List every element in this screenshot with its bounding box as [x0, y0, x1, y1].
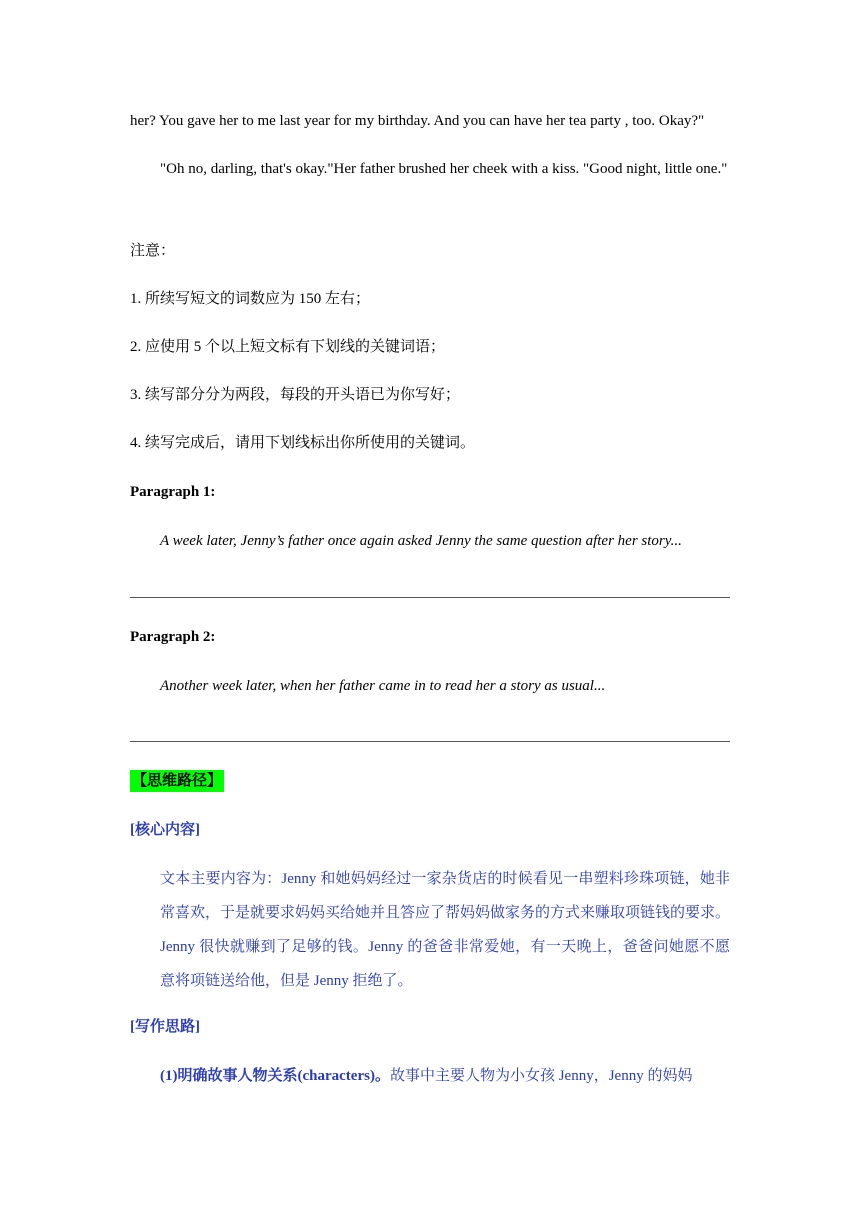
- story-line-continued: her? You gave her to me last year for my birthday. And you can have her tea party , too. Okay?": [130, 113, 705, 129]
- writing-point-1: [130, 1059, 730, 1093]
- writing-approach-heading: [写作思路]: [130, 1019, 200, 1035]
- paragraph2-label: Paragraph 2:: [130, 629, 216, 645]
- paragraph2-opening: Another week later, when her father came in to read her a story as usual...: [160, 678, 606, 694]
- story-line-father: "Oh no, darling, that's okay."Her father brushed her cheek with a kiss. "Good night, little one.": [160, 161, 728, 177]
- note-item-3: 3. 续写部分分为两段，每段的开头语已为你写好；: [130, 387, 461, 403]
- paragraph1-opening: A week later, Jenny’s father once again asked Jenny the same question after her story...: [160, 533, 682, 549]
- analysis-title-row: [130, 764, 730, 798]
- note-item-4: 4. 续写完成后，请用下划线标出你所使用的关键词。: [130, 435, 476, 451]
- writing-point-1-text: 故事中主要人物为小女孩 Jenny，Jenny 的妈妈: [389, 1068, 693, 1084]
- core-content-text: 文本主要内容为：Jenny 和她妈妈经过一家杂货店的时候看见一串塑料珍珠项链，她非常喜欢，于是就要求妈妈买给她并且答应了帮妈妈做家务的方式来赚取项链钱的要求。Jenny 很快就赚到了足够的钱。Jenny 的爸爸非常爱她，有一天晚上，爸爸问她愿不愿意将项链送给他，但是 Jenny 拒绝了。: [160, 871, 731, 989]
- analysis-title: 【思维路径】: [130, 770, 224, 792]
- writing-point-1-title: (1)明确故事人物关系(characters)。: [160, 1068, 390, 1084]
- paragraph1-writing-line: [130, 597, 730, 598]
- core-content-heading: [核心内容]: [130, 822, 200, 838]
- paragraph1-label: Paragraph 1:: [130, 484, 216, 500]
- note-item-2: 2. 应使用 5 个以上短文标有下划线的关键词语；: [130, 339, 446, 355]
- paragraph2-writing-line: [130, 741, 730, 742]
- note-item-1: 1. 所续写短文的词数应为 150 左右；: [130, 291, 371, 307]
- notes-title: 注意：: [130, 243, 176, 259]
